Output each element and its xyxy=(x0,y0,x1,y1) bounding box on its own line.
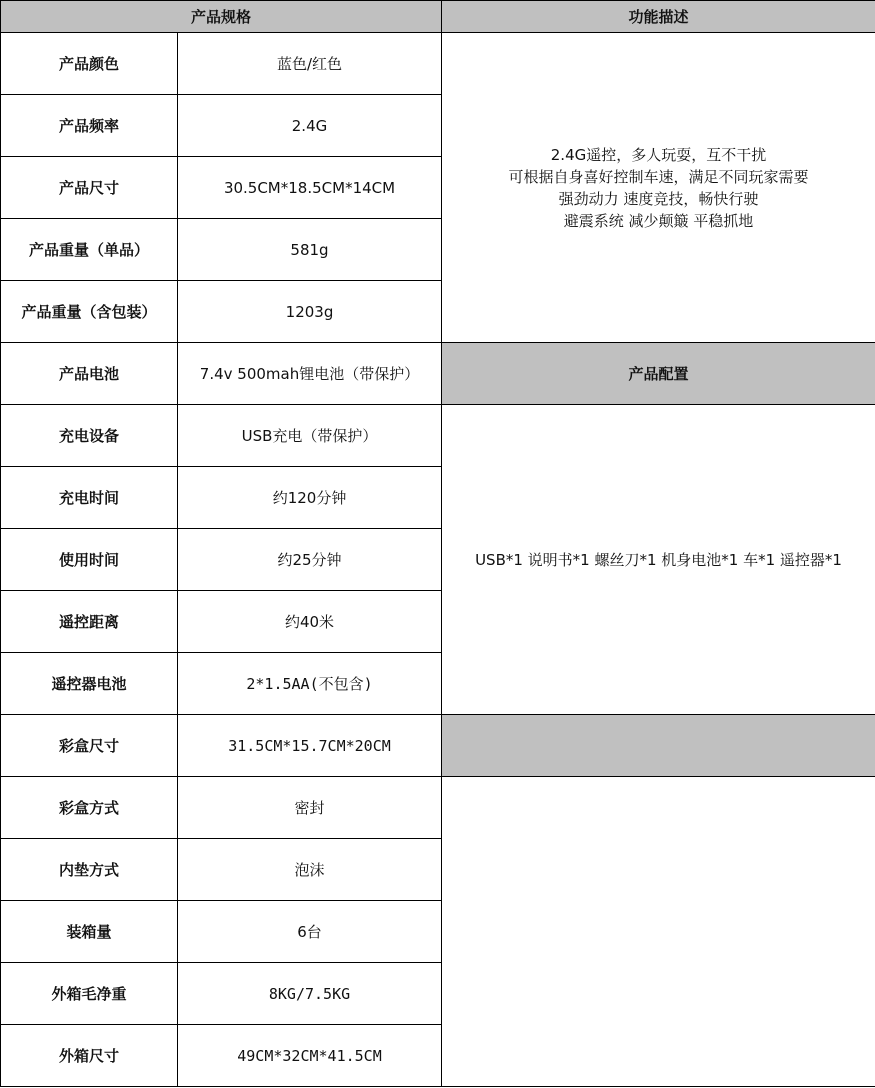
spec-label: 彩盒尺寸 xyxy=(1,715,178,777)
header-spec: 产品规格 xyxy=(1,1,442,33)
spec-label: 外箱毛净重 xyxy=(1,963,178,1025)
spec-value: 密封 xyxy=(178,777,442,839)
spec-value: 49CM*32CM*41.5CM xyxy=(178,1025,442,1087)
spec-label: 装箱量 xyxy=(1,901,178,963)
table-row xyxy=(1,405,875,467)
spec-value: 8KG/7.5KG xyxy=(178,963,442,1025)
spec-value: 7.4v 500mah锂电池（带保护） xyxy=(178,343,442,405)
spec-label: 内垫方式 xyxy=(1,839,178,901)
spec-value: USB充电（带保护） xyxy=(178,405,442,467)
spec-label: 充电时间 xyxy=(1,467,178,529)
spec-label: 产品电池 xyxy=(1,343,178,405)
spec-value: 2.4G xyxy=(178,95,442,157)
spec-value: 1203g xyxy=(178,281,442,343)
spec-value: 6台 xyxy=(178,901,442,963)
spec-value: 31.5CM*15.7CM*20CM xyxy=(178,715,442,777)
table-row xyxy=(1,777,875,839)
spec-value: 约40米 xyxy=(178,591,442,653)
table-row xyxy=(1,715,875,777)
empty-cell xyxy=(442,777,875,1087)
spec-label: 彩盒方式 xyxy=(1,777,178,839)
spec-label: 遥控距离 xyxy=(1,591,178,653)
spec-label: 充电设备 xyxy=(1,405,178,467)
spec-label: 遥控器电池 xyxy=(1,653,178,715)
function-line: 强劲动力 速度竞技，畅快行驶 xyxy=(558,189,759,208)
spec-label: 产品颜色 xyxy=(1,33,178,95)
function-line: 避震系统 减少颠簸 平稳抓地 xyxy=(563,211,754,230)
spec-value: 约120分钟 xyxy=(178,467,442,529)
header-function: 功能描述 xyxy=(442,1,875,33)
spec-value: 约25分钟 xyxy=(178,529,442,591)
spec-value: 581g xyxy=(178,219,442,281)
function-line: 2.4G遥控，多人玩耍，互不干扰 xyxy=(550,145,767,164)
spec-label: 产品尺寸 xyxy=(1,157,178,219)
grey-separator-cell xyxy=(442,715,875,777)
product-configuration: USB*1 说明书*1 螺丝刀*1 机身电池*1 车*1 遥控器*1 xyxy=(442,405,875,715)
spec-label: 外箱尺寸 xyxy=(1,1025,178,1087)
spec-value: 2*1.5AA(不包含) xyxy=(178,653,442,715)
spec-label: 产品重量（单品） xyxy=(1,219,178,281)
function-description xyxy=(442,33,875,343)
spec-label: 使用时间 xyxy=(1,529,178,591)
spec-value: 蓝色/红色 xyxy=(178,33,442,95)
spec-value: 30.5CM*18.5CM*14CM xyxy=(178,157,442,219)
header-row xyxy=(1,1,875,33)
spec-label: 产品重量（含包装） xyxy=(1,281,178,343)
header-config: 产品配置 xyxy=(442,343,875,405)
table-row xyxy=(1,33,875,95)
function-line: 可根据自身喜好控制车速，满足不同玩家需要 xyxy=(508,167,809,186)
table-row xyxy=(1,343,875,405)
spec-value: 泡沫 xyxy=(178,839,442,901)
spec-label: 产品频率 xyxy=(1,95,178,157)
